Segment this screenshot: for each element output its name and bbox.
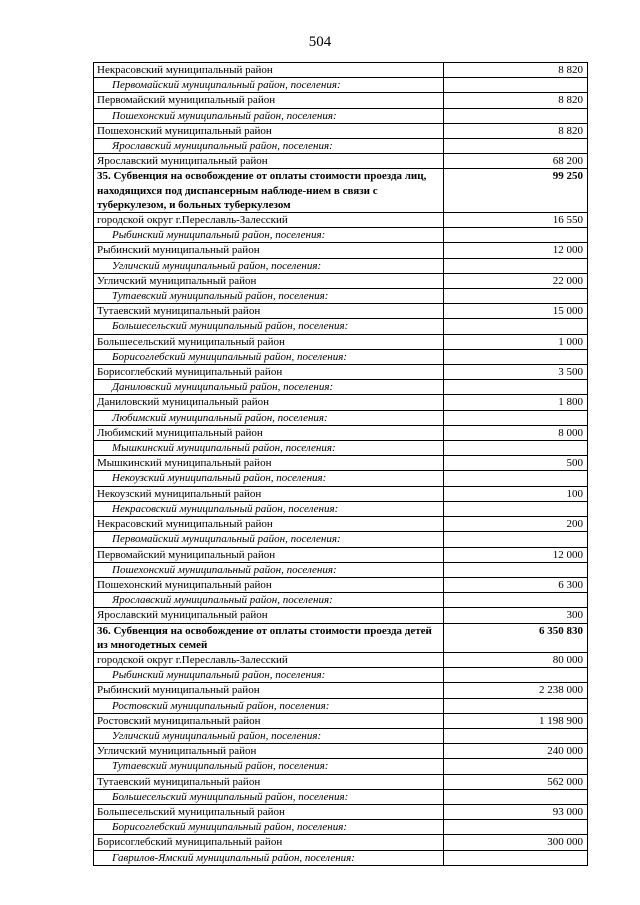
district-name: Угличский муниципальный район <box>94 744 444 759</box>
subgroup-label: Тутаевский муниципальный район, поселения: <box>94 289 444 304</box>
subgroup-label: Любимский муниципальный район, поселения: <box>94 410 444 425</box>
amount-cell <box>443 139 587 154</box>
subgroup-row <box>94 139 588 154</box>
district-name: Рыбинский муниципальный район <box>94 243 444 258</box>
subgroup-label: Угличский муниципальный район, поселения: <box>94 728 444 743</box>
subgroup-label: Большесельский муниципальный район, поселения: <box>94 319 444 334</box>
subgroup-label: Борисоглебский муниципальный район, поселения: <box>94 349 444 364</box>
district-name: Некоузский муниципальный район <box>94 486 444 501</box>
subgroup-label: Некоузский муниципальный район, поселения: <box>94 471 444 486</box>
amount-cell: 6 300 <box>443 577 587 592</box>
table-row <box>94 63 588 78</box>
table-row <box>94 304 588 319</box>
amount-cell <box>443 319 587 334</box>
subgroup-label: Тутаевский муниципальный район, поселения: <box>94 759 444 774</box>
district-name: городской округ г.Переславль-Залесский <box>94 213 444 228</box>
amount-cell: 300 000 <box>443 835 587 850</box>
district-name: Тутаевский муниципальный район <box>94 774 444 789</box>
amount-cell <box>443 759 587 774</box>
amount-cell: 2 238 000 <box>443 683 587 698</box>
subgroup-row <box>94 289 588 304</box>
amount-cell: 8 000 <box>443 425 587 440</box>
amount-cell: 8 820 <box>443 63 587 78</box>
amount-cell <box>443 668 587 683</box>
district-name: Первомайский муниципальный район <box>94 93 444 108</box>
subgroup-label: Ярославский муниципальный район, поселения: <box>94 593 444 608</box>
table-row <box>94 334 588 349</box>
district-name: Борисоглебский муниципальный район <box>94 365 444 380</box>
amount-cell <box>443 349 587 364</box>
amount-cell: 12 000 <box>443 243 587 258</box>
subgroup-row <box>94 228 588 243</box>
amount-cell <box>443 728 587 743</box>
table-row <box>94 273 588 288</box>
table-row <box>94 395 588 410</box>
subgroup-row <box>94 349 588 364</box>
subvention-table <box>93 62 588 866</box>
subgroup-row <box>94 728 588 743</box>
amount-cell: 8 820 <box>443 123 587 138</box>
amount-cell: 240 000 <box>443 744 587 759</box>
district-name: Тутаевский муниципальный район <box>94 304 444 319</box>
table-row <box>94 243 588 258</box>
amount-cell: 3 500 <box>443 365 587 380</box>
district-name: Ярославский муниципальный район <box>94 154 444 169</box>
district-name: Любимский муниципальный район <box>94 425 444 440</box>
amount-cell: 16 550 <box>443 213 587 228</box>
amount-cell: 80 000 <box>443 652 587 667</box>
amount-cell <box>443 471 587 486</box>
subgroup-label: Борисоглебский муниципальный район, поселения: <box>94 820 444 835</box>
amount-cell <box>443 441 587 456</box>
amount-cell: 1 800 <box>443 395 587 410</box>
subgroup-row <box>94 850 588 865</box>
subgroup-label: Ростовский муниципальный район, поселения: <box>94 698 444 713</box>
amount-cell <box>443 698 587 713</box>
subgroup-label: Рыбинский муниципальный район, поселения: <box>94 668 444 683</box>
district-name: Пошехонский муниципальный район <box>94 123 444 138</box>
table-row <box>94 123 588 138</box>
amount-cell: 93 000 <box>443 804 587 819</box>
amount-cell: 562 000 <box>443 774 587 789</box>
amount-cell <box>443 532 587 547</box>
subgroup-row <box>94 698 588 713</box>
amount-cell: 15 000 <box>443 304 587 319</box>
district-name: Угличский муниципальный район <box>94 273 444 288</box>
amount-cell <box>443 501 587 516</box>
amount-cell: 200 <box>443 517 587 532</box>
table-row <box>94 835 588 850</box>
section-total: 6 350 830 <box>443 623 587 652</box>
table-row <box>94 683 588 698</box>
table-row <box>94 547 588 562</box>
subgroup-label: Первомайский муниципальный район, поселения: <box>94 532 444 547</box>
subgroup-label: Гаврилов-Ямский муниципальный район, поселения: <box>94 850 444 865</box>
amount-cell: 500 <box>443 456 587 471</box>
amount-cell: 12 000 <box>443 547 587 562</box>
table-row <box>94 517 588 532</box>
subgroup-row <box>94 108 588 123</box>
amount-cell <box>443 380 587 395</box>
amount-cell <box>443 410 587 425</box>
amount-cell <box>443 228 587 243</box>
subgroup-row <box>94 258 588 273</box>
table-row <box>94 365 588 380</box>
amount-cell: 68 200 <box>443 154 587 169</box>
table-row <box>94 93 588 108</box>
subgroup-label: Угличский муниципальный район, поселения: <box>94 258 444 273</box>
amount-cell <box>443 562 587 577</box>
subgroup-label: Даниловский муниципальный район, поселения: <box>94 380 444 395</box>
district-name: Пошехонский муниципальный район <box>94 577 444 592</box>
table-row <box>94 713 588 728</box>
subgroup-label: Мышкинский муниципальный район, поселения: <box>94 441 444 456</box>
table-row <box>94 744 588 759</box>
section-total: 99 250 <box>443 169 587 213</box>
table-body <box>94 63 588 866</box>
amount-cell <box>443 820 587 835</box>
amount-cell <box>443 289 587 304</box>
subgroup-row <box>94 562 588 577</box>
page-number: 504 <box>308 34 332 50</box>
subgroup-row <box>94 593 588 608</box>
subgroup-row <box>94 78 588 93</box>
subgroup-row <box>94 441 588 456</box>
table-row <box>94 804 588 819</box>
section-header-row <box>94 623 588 652</box>
table-row <box>94 652 588 667</box>
subgroup-row <box>94 410 588 425</box>
amount-cell <box>443 78 587 93</box>
district-name: Мышкинский муниципальный район <box>94 456 444 471</box>
section-title: 36. Субвенция на освобождение от оплаты стоимости проезда детей из многодетных семей <box>94 623 444 652</box>
district-name: Рыбинский муниципальный район <box>94 683 444 698</box>
amount-cell <box>443 850 587 865</box>
amount-cell: 1 198 900 <box>443 713 587 728</box>
subgroup-row <box>94 820 588 835</box>
subgroup-row <box>94 668 588 683</box>
subgroup-label: Ярославский муниципальный район, поселения: <box>94 139 444 154</box>
table-row <box>94 456 588 471</box>
district-name: Большесельский муниципальный район <box>94 334 444 349</box>
district-name: Первомайский муниципальный район <box>94 547 444 562</box>
table-row <box>94 213 588 228</box>
district-name: Даниловский муниципальный район <box>94 395 444 410</box>
subgroup-row <box>94 759 588 774</box>
district-name: Ростовский муниципальный район <box>94 713 444 728</box>
district-name: городской округ г.Переславль-Залесский <box>94 652 444 667</box>
subgroup-row <box>94 532 588 547</box>
table-row <box>94 608 588 623</box>
subgroup-row <box>94 380 588 395</box>
subgroup-row <box>94 319 588 334</box>
amount-cell <box>443 108 587 123</box>
section-title: 35. Субвенция на освобождение от оплаты стоимости проезда лиц, находящихся под диспансерным наблюде-нием в связи с туберкулезом, и больных туберкулезом <box>94 169 444 213</box>
amount-cell <box>443 789 587 804</box>
subgroup-row <box>94 501 588 516</box>
amount-cell: 22 000 <box>443 273 587 288</box>
table-row <box>94 154 588 169</box>
section-header-row <box>94 169 588 213</box>
amount-cell: 1 000 <box>443 334 587 349</box>
subgroup-label: Пошехонский муниципальный район, поселения: <box>94 562 444 577</box>
subgroup-row <box>94 789 588 804</box>
amount-cell <box>443 258 587 273</box>
table-row <box>94 774 588 789</box>
district-name: Некрасовский муниципальный район <box>94 63 444 78</box>
district-name: Борисоглебский муниципальный район <box>94 835 444 850</box>
table-row <box>94 425 588 440</box>
district-name: Ярославский муниципальный район <box>94 608 444 623</box>
district-name: Некрасовский муниципальный район <box>94 517 444 532</box>
amount-cell: 300 <box>443 608 587 623</box>
subgroup-label: Первомайский муниципальный район, поселения: <box>94 78 444 93</box>
amount-cell: 100 <box>443 486 587 501</box>
district-name: Большесельский муниципальный район <box>94 804 444 819</box>
table-row <box>94 577 588 592</box>
table-row <box>94 486 588 501</box>
subgroup-row <box>94 471 588 486</box>
subgroup-label: Большесельский муниципальный район, поселения: <box>94 789 444 804</box>
amount-cell <box>443 593 587 608</box>
amount-cell: 8 820 <box>443 93 587 108</box>
subgroup-label: Пошехонский муниципальный район, поселения: <box>94 108 444 123</box>
subgroup-label: Некрасовский муниципальный район, поселения: <box>94 501 444 516</box>
subgroup-label: Рыбинский муниципальный район, поселения: <box>94 228 444 243</box>
